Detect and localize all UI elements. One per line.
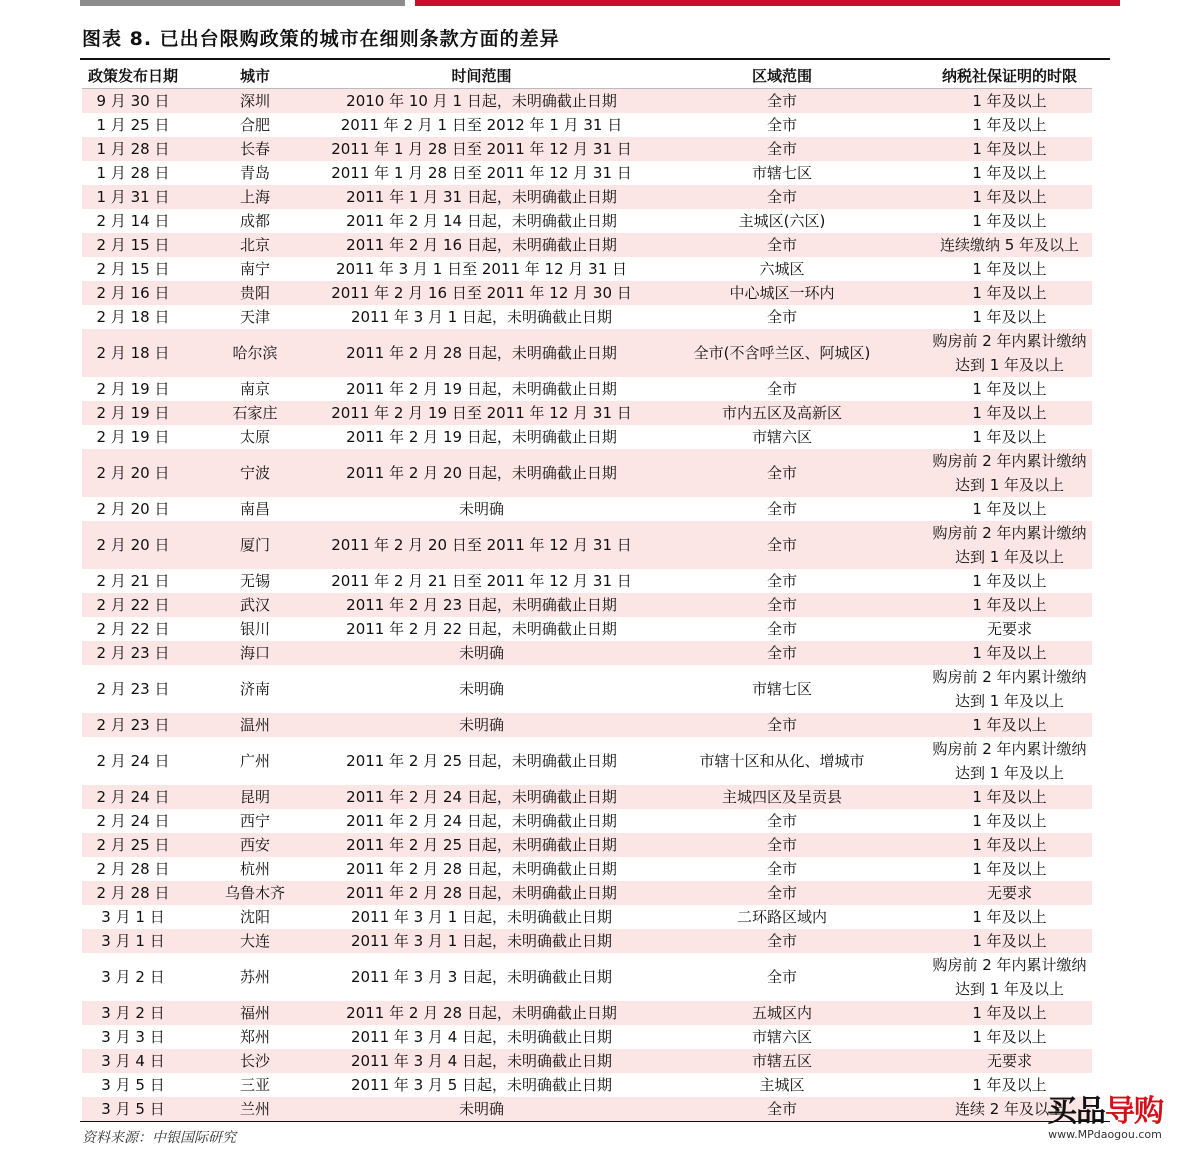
cell-date: 2 月 23 日 <box>82 713 184 737</box>
cell-date: 2 月 23 日 <box>82 665 184 713</box>
cell-area-range: 全市 <box>637 521 927 569</box>
tax-period-line: 1 年及以上 <box>972 932 1047 950</box>
cell-tax-period <box>927 497 1092 521</box>
tax-period-line: 1 年及以上 <box>972 1028 1047 1046</box>
cell-tax-period <box>927 713 1092 737</box>
cell-area-range: 全市 <box>637 497 927 521</box>
cell-date: 2 月 28 日 <box>82 881 184 905</box>
cell-tax-period <box>927 233 1092 257</box>
cell-time-range: 2011 年 2 月 28 日起，未明确截止日期 <box>326 881 637 905</box>
source-note: 资料来源：中银国际研究 <box>82 1130 236 1146</box>
table-row <box>82 1049 1092 1073</box>
cell-area-range: 全市 <box>637 713 927 737</box>
tax-period-line: 达到 1 年及以上 <box>954 356 1065 374</box>
cell-date: 2 月 19 日 <box>82 377 184 401</box>
cell-time-range: 2011 年 3 月 4 日起，未明确截止日期 <box>326 1025 637 1049</box>
cell-date: 2 月 25 日 <box>82 833 184 857</box>
cell-date: 2 月 16 日 <box>82 281 184 305</box>
cell-city: 天津 <box>184 305 326 329</box>
cell-time-range: 2011 年 2 月 19 日至 2011 年 12 月 31 日 <box>326 401 637 425</box>
cell-city: 兰州 <box>184 1097 326 1121</box>
cell-area-range: 全市 <box>637 113 927 137</box>
cell-area-range: 六城区 <box>637 257 927 281</box>
cell-area-range: 主城区(六区) <box>637 209 927 233</box>
cell-date: 3 月 4 日 <box>82 1049 184 1073</box>
cell-time-range: 未明确 <box>326 665 637 713</box>
tax-period-line: 1 年及以上 <box>972 788 1047 806</box>
tax-period-line: 购房前 2 年内累计缴纳 <box>932 956 1087 974</box>
tax-period-line: 1 年及以上 <box>972 908 1047 926</box>
watermark-url: www.MPdaogou.com <box>1048 1128 1162 1141</box>
cell-time-range: 2011 年 2 月 23 日起，未明确截止日期 <box>326 593 637 617</box>
header-date: 政策发布日期 <box>82 64 184 89</box>
cell-city: 温州 <box>184 713 326 737</box>
tax-period-line: 1 年及以上 <box>972 500 1047 518</box>
cell-date: 3 月 5 日 <box>82 1073 184 1097</box>
tax-period-line: 1 年及以上 <box>972 1004 1047 1022</box>
cell-city: 济南 <box>184 665 326 713</box>
cell-time-range: 2011 年 1 月 31 日起，未明确截止日期 <box>326 185 637 209</box>
tax-period-line: 1 年及以上 <box>972 572 1047 590</box>
cell-city: 南宁 <box>184 257 326 281</box>
tax-period-line: 无要求 <box>986 1052 1032 1070</box>
top-bar-red-segment <box>415 0 1120 6</box>
cell-time-range: 2011 年 1 月 28 日至 2011 年 12 月 31 日 <box>326 161 637 185</box>
table-row <box>82 809 1092 833</box>
tax-period-line: 达到 1 年及以上 <box>954 476 1065 494</box>
cell-date: 2 月 20 日 <box>82 497 184 521</box>
cell-date: 2 月 15 日 <box>82 233 184 257</box>
table-row <box>82 449 1092 497</box>
cell-date: 2 月 21 日 <box>82 569 184 593</box>
cell-city: 沈阳 <box>184 905 326 929</box>
cell-date: 2 月 24 日 <box>82 785 184 809</box>
tax-period-line: 1 年及以上 <box>972 140 1047 158</box>
cell-tax-period <box>927 137 1092 161</box>
tax-period-line: 无要求 <box>986 620 1032 638</box>
cell-time-range: 2011 年 3 月 1 日起，未明确截止日期 <box>326 905 637 929</box>
cell-date: 3 月 1 日 <box>82 929 184 953</box>
tax-period-line: 1 年及以上 <box>972 404 1047 422</box>
cell-time-range: 未明确 <box>326 497 637 521</box>
cell-time-range: 2011 年 2 月 16 日至 2011 年 12 月 30 日 <box>326 281 637 305</box>
cell-area-range: 主城区 <box>637 1073 927 1097</box>
tax-period-line: 1 年及以上 <box>972 284 1047 302</box>
cell-date: 2 月 22 日 <box>82 593 184 617</box>
cell-date: 9 月 30 日 <box>82 89 184 114</box>
cell-city: 太原 <box>184 425 326 449</box>
tax-period-line: 1 年及以上 <box>972 308 1047 326</box>
table-row <box>82 857 1092 881</box>
tax-period-line: 1 年及以上 <box>972 116 1047 134</box>
table-row <box>82 209 1092 233</box>
cell-tax-period <box>927 449 1092 497</box>
cell-area-range: 全市 <box>637 305 927 329</box>
cell-tax-period <box>927 833 1092 857</box>
cell-date: 3 月 1 日 <box>82 905 184 929</box>
table-row <box>82 113 1092 137</box>
cell-city: 石家庄 <box>184 401 326 425</box>
title-rule <box>80 58 1110 60</box>
tax-period-line: 达到 1 年及以上 <box>954 692 1065 710</box>
cell-time-range: 2011 年 3 月 1 日至 2011 年 12 月 31 日 <box>326 257 637 281</box>
cell-date: 2 月 22 日 <box>82 617 184 641</box>
cell-city: 苏州 <box>184 953 326 1001</box>
cell-tax-period <box>927 905 1092 929</box>
cell-city: 广州 <box>184 737 326 785</box>
tax-period-line: 1 年及以上 <box>972 860 1047 878</box>
top-color-bar <box>80 0 1120 6</box>
cell-tax-period <box>927 857 1092 881</box>
cell-date: 1 月 31 日 <box>82 185 184 209</box>
cell-city: 福州 <box>184 1001 326 1025</box>
cell-area-range: 全市 <box>637 809 927 833</box>
cell-time-range: 2011 年 2 月 28 日起，未明确截止日期 <box>326 329 637 377</box>
tax-period-line: 达到 1 年及以上 <box>954 764 1065 782</box>
cell-area-range: 市辖六区 <box>637 1025 927 1049</box>
header-tax-period: 纳税社保证明的时限 <box>927 64 1092 89</box>
table-row <box>82 833 1092 857</box>
table-row <box>82 1097 1092 1121</box>
cell-time-range: 2011 年 2 月 24 日起，未明确截止日期 <box>326 785 637 809</box>
tax-period-line: 连续 2 年及以上 <box>954 1100 1065 1118</box>
cell-city: 南昌 <box>184 497 326 521</box>
tax-period-line: 达到 1 年及以上 <box>954 980 1065 998</box>
tax-period-line: 1 年及以上 <box>972 1076 1047 1094</box>
cell-city: 武汉 <box>184 593 326 617</box>
table-row <box>82 233 1092 257</box>
tax-period-line: 达到 1 年及以上 <box>954 548 1065 566</box>
figure-title: 图表 8. 已出台限购政策的城市在细则条款方面的差异 <box>82 28 560 50</box>
cell-time-range: 2011 年 2 月 21 日至 2011 年 12 月 31 日 <box>326 569 637 593</box>
cell-tax-period <box>927 89 1092 114</box>
table-row <box>82 89 1092 114</box>
cell-tax-period <box>927 737 1092 785</box>
cell-tax-period <box>927 569 1092 593</box>
cell-area-range: 五城区内 <box>637 1001 927 1025</box>
table-row <box>82 185 1092 209</box>
cell-area-range: 全市 <box>637 617 927 641</box>
cell-date: 1 月 25 日 <box>82 113 184 137</box>
cell-time-range: 2011 年 2 月 20 日至 2011 年 12 月 31 日 <box>326 521 637 569</box>
cell-date: 2 月 18 日 <box>82 305 184 329</box>
cell-time-range: 2011 年 2 月 14 日起，未明确截止日期 <box>326 209 637 233</box>
cell-date: 3 月 2 日 <box>82 953 184 1001</box>
cell-tax-period <box>927 881 1092 905</box>
cell-city: 哈尔滨 <box>184 329 326 377</box>
cell-area-range: 市辖七区 <box>637 161 927 185</box>
cell-date: 2 月 24 日 <box>82 737 184 785</box>
cell-time-range: 2011 年 1 月 28 日至 2011 年 12 月 31 日 <box>326 137 637 161</box>
cell-area-range: 全市(不含呼兰区、阿城区) <box>637 329 927 377</box>
tax-period-line: 1 年及以上 <box>972 380 1047 398</box>
table-row <box>82 281 1092 305</box>
cell-tax-period <box>927 305 1092 329</box>
table-row <box>82 1025 1092 1049</box>
table-header-row <box>82 64 1092 89</box>
cell-tax-period <box>927 617 1092 641</box>
cell-city: 厦门 <box>184 521 326 569</box>
cell-date: 2 月 14 日 <box>82 209 184 233</box>
cell-tax-period <box>927 161 1092 185</box>
cell-area-range: 二环路区域内 <box>637 905 927 929</box>
table-row <box>82 1001 1092 1025</box>
cell-area-range: 全市 <box>637 137 927 161</box>
cell-city: 成都 <box>184 209 326 233</box>
tax-period-line: 1 年及以上 <box>972 92 1047 110</box>
cell-time-range: 2011 年 3 月 3 日起，未明确截止日期 <box>326 953 637 1001</box>
cell-date: 2 月 15 日 <box>82 257 184 281</box>
header-time-range: 时间范围 <box>326 64 637 89</box>
cell-time-range: 2011 年 2 月 20 日起，未明确截止日期 <box>326 449 637 497</box>
cell-time-range: 2011 年 2 月 19 日起，未明确截止日期 <box>326 425 637 449</box>
cell-city: 宁波 <box>184 449 326 497</box>
cell-area-range: 全市 <box>637 953 927 1001</box>
table-row <box>82 401 1092 425</box>
cell-city: 大连 <box>184 929 326 953</box>
cell-city: 北京 <box>184 233 326 257</box>
cell-tax-period <box>927 641 1092 665</box>
cell-time-range: 2011 年 2 月 24 日起，未明确截止日期 <box>326 809 637 833</box>
cell-date: 2 月 20 日 <box>82 449 184 497</box>
cell-tax-period <box>927 209 1092 233</box>
cell-time-range: 2011 年 3 月 4 日起，未明确截止日期 <box>326 1049 637 1073</box>
tax-period-line: 1 年及以上 <box>972 428 1047 446</box>
cell-city: 无锡 <box>184 569 326 593</box>
cell-area-range: 中心城区一环内 <box>637 281 927 305</box>
cell-city: 海口 <box>184 641 326 665</box>
tax-period-line: 购房前 2 年内累计缴纳 <box>932 452 1087 470</box>
watermark-brand-b: 导购 <box>1105 1094 1163 1129</box>
cell-date: 1 月 28 日 <box>82 137 184 161</box>
table-row <box>82 881 1092 905</box>
cell-tax-period <box>927 929 1092 953</box>
cell-city: 银川 <box>184 617 326 641</box>
cell-area-range: 全市 <box>637 185 927 209</box>
cell-date: 2 月 19 日 <box>82 425 184 449</box>
cell-city: 贵阳 <box>184 281 326 305</box>
cell-time-range: 未明确 <box>326 1097 637 1121</box>
cell-time-range: 2010 年 10 月 1 日起，未明确截止日期 <box>326 89 637 114</box>
cell-date: 2 月 20 日 <box>82 521 184 569</box>
cell-area-range: 全市 <box>637 833 927 857</box>
tax-period-line: 1 年及以上 <box>972 212 1047 230</box>
cell-date: 2 月 19 日 <box>82 401 184 425</box>
cell-area-range: 市辖十区和从化、增城市 <box>637 737 927 785</box>
table-row <box>82 377 1092 401</box>
bottom-rule <box>80 1121 1110 1122</box>
cell-tax-period <box>927 1001 1092 1025</box>
cell-tax-period <box>927 113 1092 137</box>
cell-time-range: 未明确 <box>326 713 637 737</box>
header-area-range: 区域范围 <box>637 64 927 89</box>
cell-tax-period <box>927 425 1092 449</box>
tax-period-line: 购房前 2 年内累计缴纳 <box>932 740 1087 758</box>
cell-date: 3 月 5 日 <box>82 1097 184 1121</box>
cell-area-range: 市辖五区 <box>637 1049 927 1073</box>
cell-area-range: 全市 <box>637 1097 927 1121</box>
cell-time-range: 2011 年 3 月 5 日起，未明确截止日期 <box>326 1073 637 1097</box>
tax-period-line: 无要求 <box>986 884 1032 902</box>
cell-tax-period <box>927 401 1092 425</box>
cell-tax-period <box>927 281 1092 305</box>
cell-time-range: 2011 年 2 月 25 日起，未明确截止日期 <box>326 737 637 785</box>
cell-date: 2 月 18 日 <box>82 329 184 377</box>
cell-area-range: 市辖七区 <box>637 665 927 713</box>
cell-date: 3 月 3 日 <box>82 1025 184 1049</box>
cell-time-range: 2011 年 2 月 16 日起，未明确截止日期 <box>326 233 637 257</box>
tax-period-line: 1 年及以上 <box>972 812 1047 830</box>
cell-area-range: 市辖六区 <box>637 425 927 449</box>
cell-city: 南京 <box>184 377 326 401</box>
cell-area-range: 全市 <box>637 377 927 401</box>
cell-tax-period <box>927 1025 1092 1049</box>
watermark-brand-a: 买品 <box>1047 1094 1105 1129</box>
tax-period-line: 购房前 2 年内累计缴纳 <box>932 524 1087 542</box>
tax-period-line: 1 年及以上 <box>972 260 1047 278</box>
tax-period-line: 1 年及以上 <box>972 644 1047 662</box>
table-row <box>82 137 1092 161</box>
table-row <box>82 665 1092 713</box>
cell-city: 长春 <box>184 137 326 161</box>
cell-area-range: 市内五区及高新区 <box>637 401 927 425</box>
top-bar-gray-segment <box>80 0 405 6</box>
cell-time-range: 2011 年 2 月 25 日起，未明确截止日期 <box>326 833 637 857</box>
tax-period-line: 1 年及以上 <box>972 164 1047 182</box>
cell-city: 西安 <box>184 833 326 857</box>
cell-tax-period <box>927 1049 1092 1073</box>
cell-tax-period <box>927 785 1092 809</box>
table-row <box>82 617 1092 641</box>
cell-tax-period <box>927 521 1092 569</box>
cell-area-range: 全市 <box>637 641 927 665</box>
tax-period-line: 连续缴纳 5 年及以上 <box>939 236 1080 254</box>
cell-date: 2 月 23 日 <box>82 641 184 665</box>
cell-area-range: 全市 <box>637 929 927 953</box>
table-row <box>82 713 1092 737</box>
cell-area-range: 全市 <box>637 593 927 617</box>
cell-date: 2 月 24 日 <box>82 809 184 833</box>
cell-city: 三亚 <box>184 1073 326 1097</box>
cell-time-range: 2011 年 3 月 1 日起，未明确截止日期 <box>326 929 637 953</box>
table-row <box>82 161 1092 185</box>
cell-date: 1 月 28 日 <box>82 161 184 185</box>
cell-time-range: 2011 年 2 月 22 日起，未明确截止日期 <box>326 617 637 641</box>
cell-city: 乌鲁木齐 <box>184 881 326 905</box>
cell-tax-period <box>927 953 1092 1001</box>
tax-period-line: 购房前 2 年内累计缴纳 <box>932 668 1087 686</box>
table-row <box>82 905 1092 929</box>
cell-time-range: 2011 年 2 月 1 日至 2012 年 1 月 31 日 <box>326 113 637 137</box>
tax-period-line: 1 年及以上 <box>972 596 1047 614</box>
cell-area-range: 全市 <box>637 233 927 257</box>
cell-city: 长沙 <box>184 1049 326 1073</box>
table-body <box>82 89 1092 1122</box>
table-row <box>82 929 1092 953</box>
table-row <box>82 329 1092 377</box>
table-row <box>82 1073 1092 1097</box>
cell-city: 合肥 <box>184 113 326 137</box>
cell-tax-period <box>927 257 1092 281</box>
table-row <box>82 593 1092 617</box>
table-row <box>82 569 1092 593</box>
cell-city: 青岛 <box>184 161 326 185</box>
cell-time-range: 2011 年 2 月 19 日起，未明确截止日期 <box>326 377 637 401</box>
table-row <box>82 785 1092 809</box>
table-row <box>82 953 1092 1001</box>
table-row <box>82 497 1092 521</box>
tax-period-line: 购房前 2 年内累计缴纳 <box>932 332 1087 350</box>
cell-time-range: 未明确 <box>326 641 637 665</box>
cell-tax-period <box>927 665 1092 713</box>
header-city: 城市 <box>184 64 326 89</box>
cell-time-range: 2011 年 3 月 1 日起，未明确截止日期 <box>326 305 637 329</box>
cell-area-range: 主城四区及呈贡县 <box>637 785 927 809</box>
tax-period-line: 1 年及以上 <box>972 836 1047 854</box>
policy-table <box>82 64 1092 1121</box>
table-row <box>82 425 1092 449</box>
cell-area-range: 全市 <box>637 449 927 497</box>
cell-city: 郑州 <box>184 1025 326 1049</box>
cell-area-range: 全市 <box>637 857 927 881</box>
cell-tax-period <box>927 809 1092 833</box>
cell-tax-period <box>927 377 1092 401</box>
cell-date: 3 月 2 日 <box>82 1001 184 1025</box>
cell-city: 上海 <box>184 185 326 209</box>
cell-date: 2 月 28 日 <box>82 857 184 881</box>
cell-time-range: 2011 年 2 月 28 日起，未明确截止日期 <box>326 857 637 881</box>
cell-area-range: 全市 <box>637 89 927 114</box>
cell-time-range: 2011 年 2 月 28 日起，未明确截止日期 <box>326 1001 637 1025</box>
cell-city: 深圳 <box>184 89 326 114</box>
watermark-logo <box>1040 1096 1170 1142</box>
cell-tax-period <box>927 185 1092 209</box>
table-row <box>82 737 1092 785</box>
tax-period-line: 1 年及以上 <box>972 188 1047 206</box>
cell-tax-period <box>927 593 1092 617</box>
cell-city: 昆明 <box>184 785 326 809</box>
cell-city: 杭州 <box>184 857 326 881</box>
watermark-brand <box>1040 1096 1170 1128</box>
table-row <box>82 641 1092 665</box>
cell-area-range: 全市 <box>637 569 927 593</box>
table-row <box>82 257 1092 281</box>
cell-area-range: 全市 <box>637 881 927 905</box>
table-row <box>82 305 1092 329</box>
tax-period-line: 1 年及以上 <box>972 716 1047 734</box>
table-row <box>82 521 1092 569</box>
cell-tax-period <box>927 329 1092 377</box>
cell-city: 西宁 <box>184 809 326 833</box>
